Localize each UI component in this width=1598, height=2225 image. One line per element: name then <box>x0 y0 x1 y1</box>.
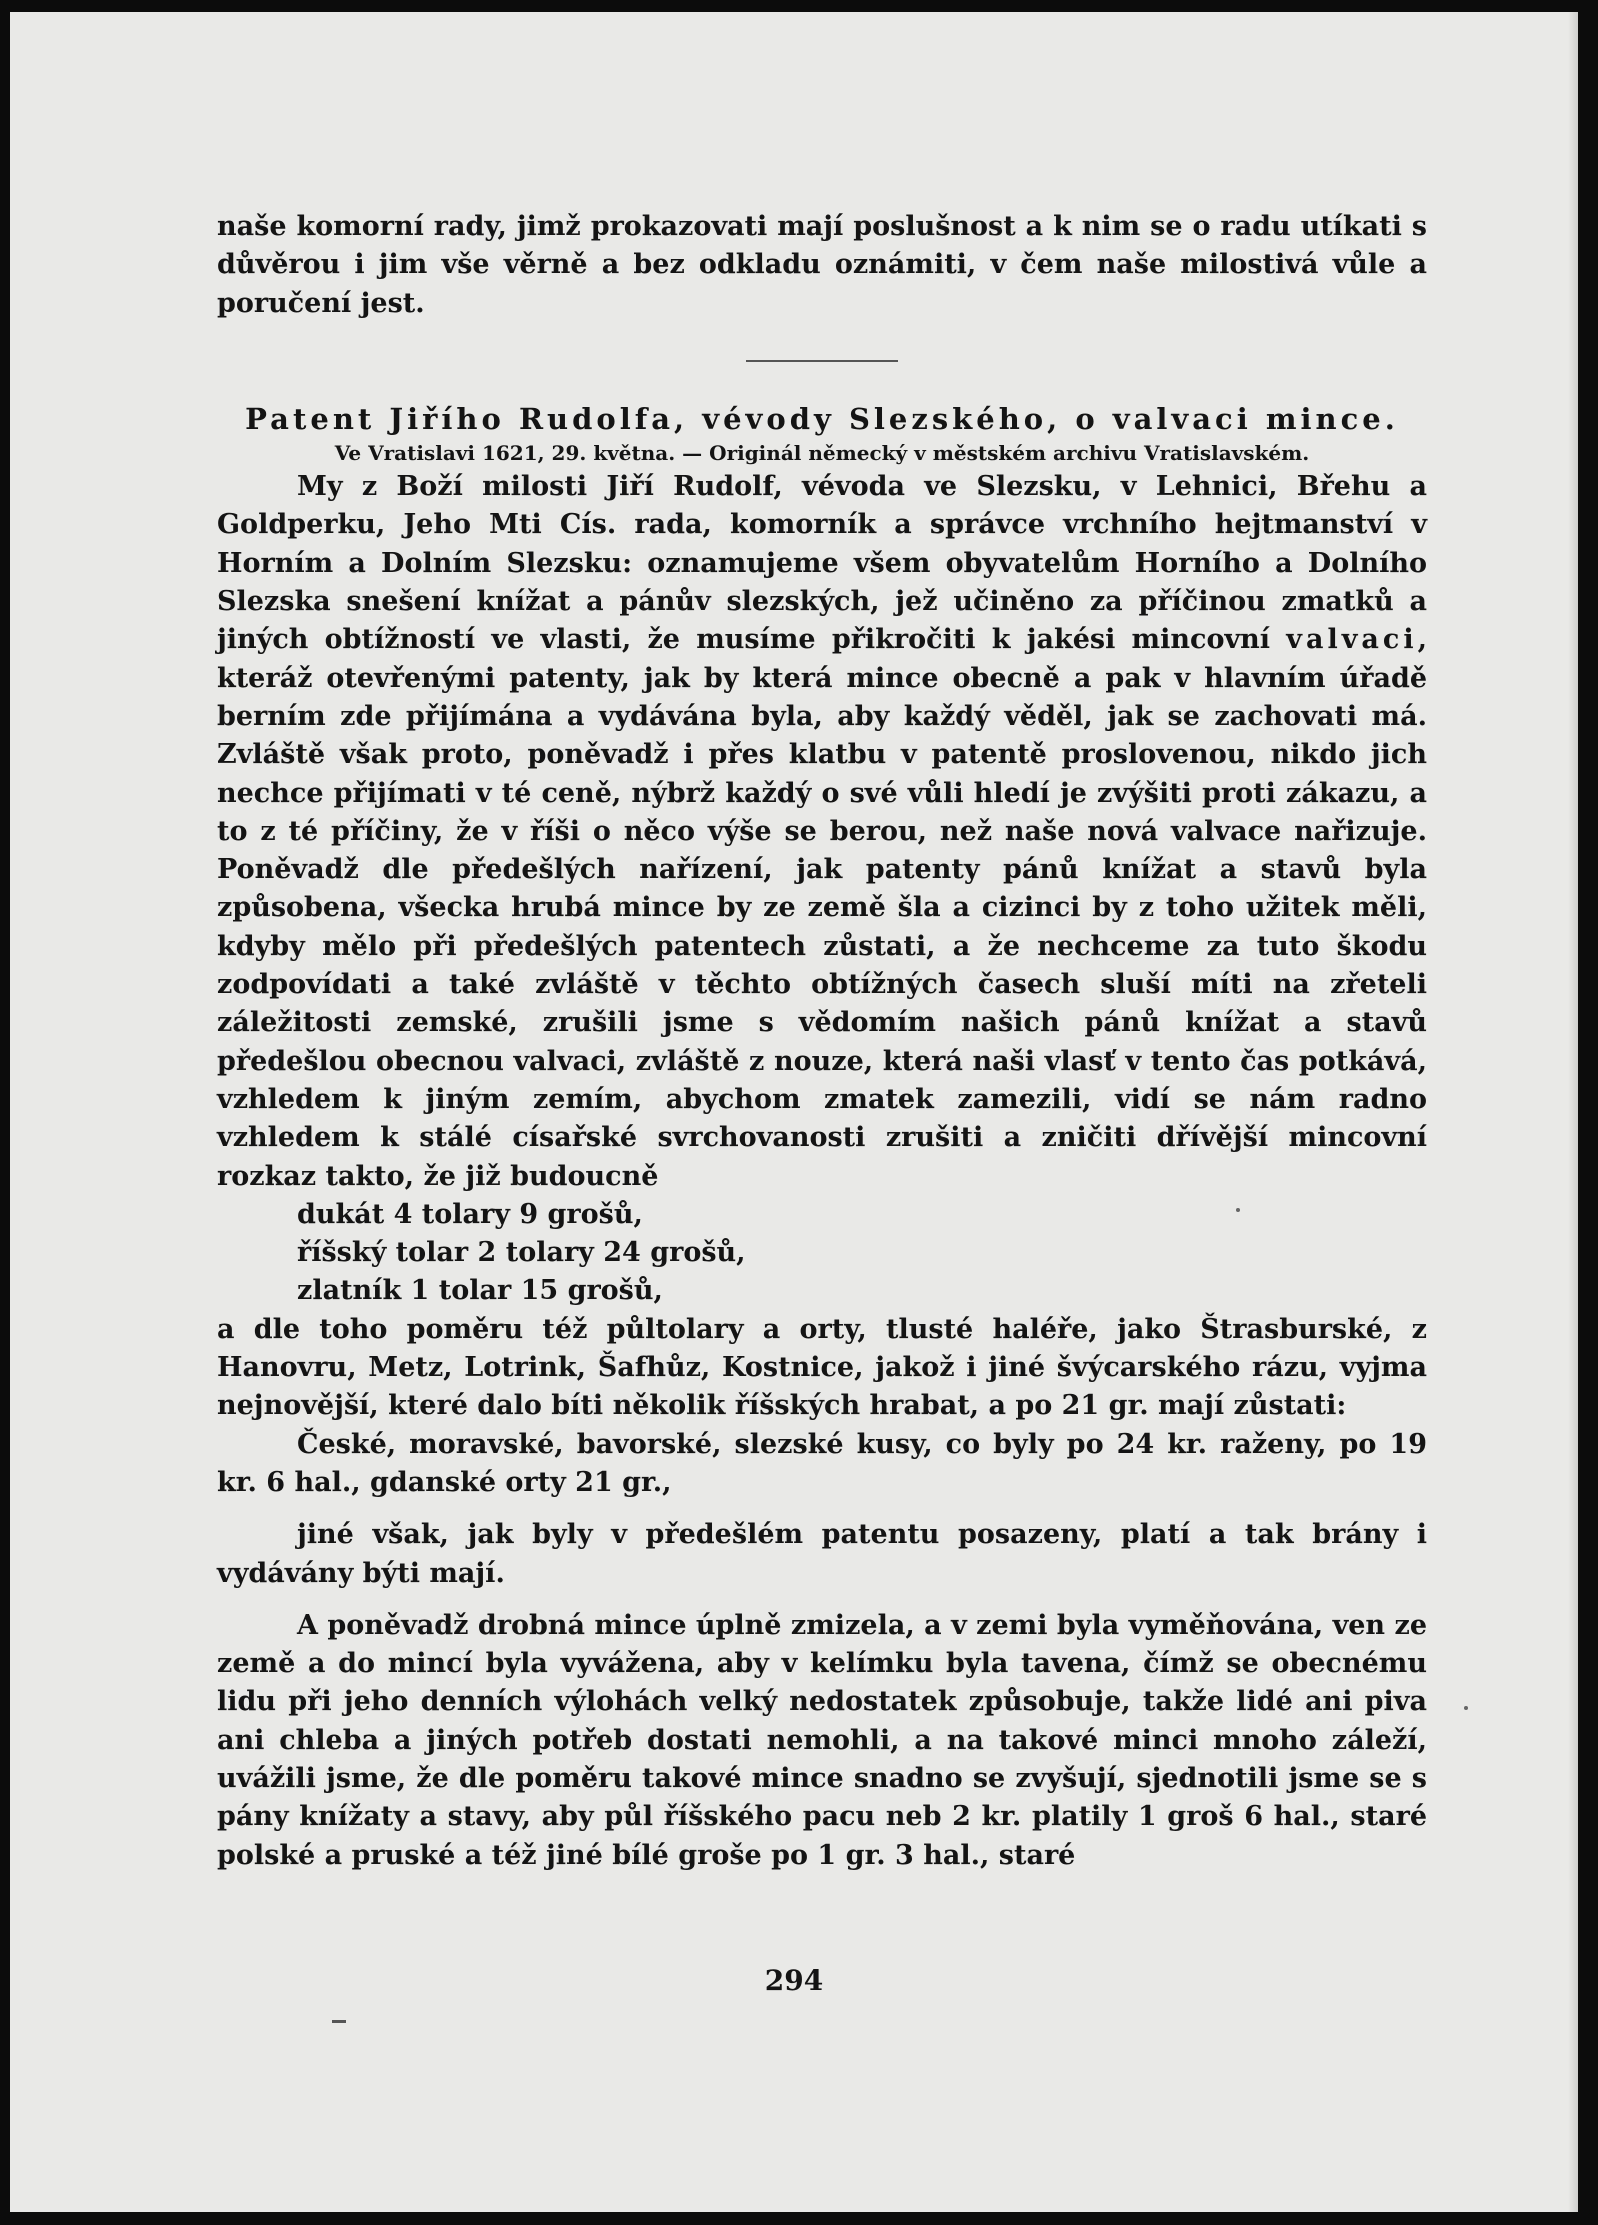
margin-mark <box>332 2020 346 2023</box>
paragraph-5: A poněvadž drobná mince úplně zmizela, a v zemi byla vyměňována, ven ze země a do mincí byla vyvážena, aby v kelímku byla tavena, čímž se obecnému lidu při jeho denních výlohách velký nedostatek způsobuje, takže lidé ani piva ani chleba a jiných potřeb dostati nemohli, a na takové minci mnoho záleží, uvážili jsme, že dle poměru takové mince snadno se zvyšují, sjednotili jsme se s pány knížaty a stavy, aby půl říšského pacu neb 2 kr. platily 1 groš 6 hal., staré polské a pruské a též jiné bílé groše po 1 gr. 3 hal., staré <box>217 1609 1427 1871</box>
paragraph-1 <box>217 468 1427 1196</box>
rate-line-thaler: říšský tolar 2 tolary 24 grošů, <box>297 1237 746 1269</box>
scan-speck <box>1464 1706 1468 1710</box>
section-separator <box>746 360 898 362</box>
rate-line-gulden: zlatník 1 tolar 15 grošů, <box>297 1275 663 1307</box>
paragraph-4: jiné však, jak byly v předešlém patentu posazeny, platí a tak brány i vydávány býti mají. <box>217 1519 1427 1589</box>
document-subtitle: Ve Vratislavi 1621, 29. května. — Originál německý v městském archivu Vratislavském. <box>334 441 1310 466</box>
paragraph-1-start: My z Boží milosti Jiří Rudolf, vévoda ve Slezsku, v Lehnici, Břehu a Goldperku, Jeho Mti Cís. rada, komorník a správce vrchního hejtmanství v Horním a Dolním Slezsku: oznamujeme všem obyvatelům Horního a Dolního Slezska snešení knížat a pánův slezských, jež učiněno za příčinou zmatků a jiných obtížností ve vlasti, že musíme přikročiti k jakési mincovní <box>217 471 1427 656</box>
intro-paragraph: naše komorní rady, jimž prokazovati mají poslušnost a k nim se o radu utíkati s důvěrou i jim vše věrně a bez odkladu oznámiti, v čem naše milostivá vůle a poručení jest. <box>217 211 1427 319</box>
scan-speck <box>1236 1208 1240 1212</box>
spaced-word-valvaci: valvaci <box>1286 624 1418 656</box>
document-title: Patent Jiřího Rudolfa, vévody Slezského, o valvaci mince. <box>245 401 1399 436</box>
page-number: 294 <box>764 1964 824 1997</box>
paragraph-1-end: , kteráž otevřenými patenty, jak by která mince obecně a pak v hlavním úřadě berním zde přijímána a vydávána byla, aby každý věděl, jak se zachovati má. Zvláště však proto, poněvadž i přes klatbu v patentě proslovenou, nikdo jich nechce přijímati v té ceně, nýbrž každý o své vůli hledí je zvýšiti proti zákazu, a to z té příčiny, že v říši o něco výše se berou, než naše nová valvace nařizuje. Poněvadž dle předešlých nařízení, jak patenty pánů knížat a stavů byla způsobena, všecka hrubá mince by ze země šla a cizinci by z toho užitek měli, kdyby mělo při předešlých patentech zůstati, a že nechceme za tuto škodu zodpovídati a také zvláště v těchto obtížných časech sluší míti na zřeteli záležitosti zemské, zrušili jsme s vědomím našich pánů knížat a stavů předešlou obecnou valvaci, zvláště z nouze, která naši vlasť v tento čas potkává, vzhledem k jiným zemím, abychom zmatek zamezili, vidí se nám radno vzhledem k stálé císařské svrchovanosti zrušiti a zničiti dřívější mincovní rozkaz takto, že již budoucně <box>217 624 1427 1192</box>
page-text <box>217 208 1427 1875</box>
paragraph-3: České, moravské, bavorské, slezské kusy, co byly po 24 kr. raženy, po 19 kr. 6 hal., gdanské orty 21 gr., <box>217 1428 1427 1498</box>
page-edge-shadow <box>1568 12 1578 2212</box>
rate-line-ducat: dukát 4 tolary 9 grošů, <box>297 1198 643 1230</box>
paragraph-gap <box>217 1502 1427 1516</box>
paragraph-gap <box>217 1593 1427 1607</box>
paragraph-2: a dle toho poměru též půltolary a orty, tlusté haléře, jako Štrasburské, z Hanovru, Metz, Lotrink, Šafhůz, Kostnice, jakož i jiné švýcarského rázu, vyjma nejnovější, které dalo bíti několik říšských hrabat, a po 21 gr. mají zůstati: <box>217 1313 1427 1422</box>
scanned-page <box>10 12 1578 2212</box>
